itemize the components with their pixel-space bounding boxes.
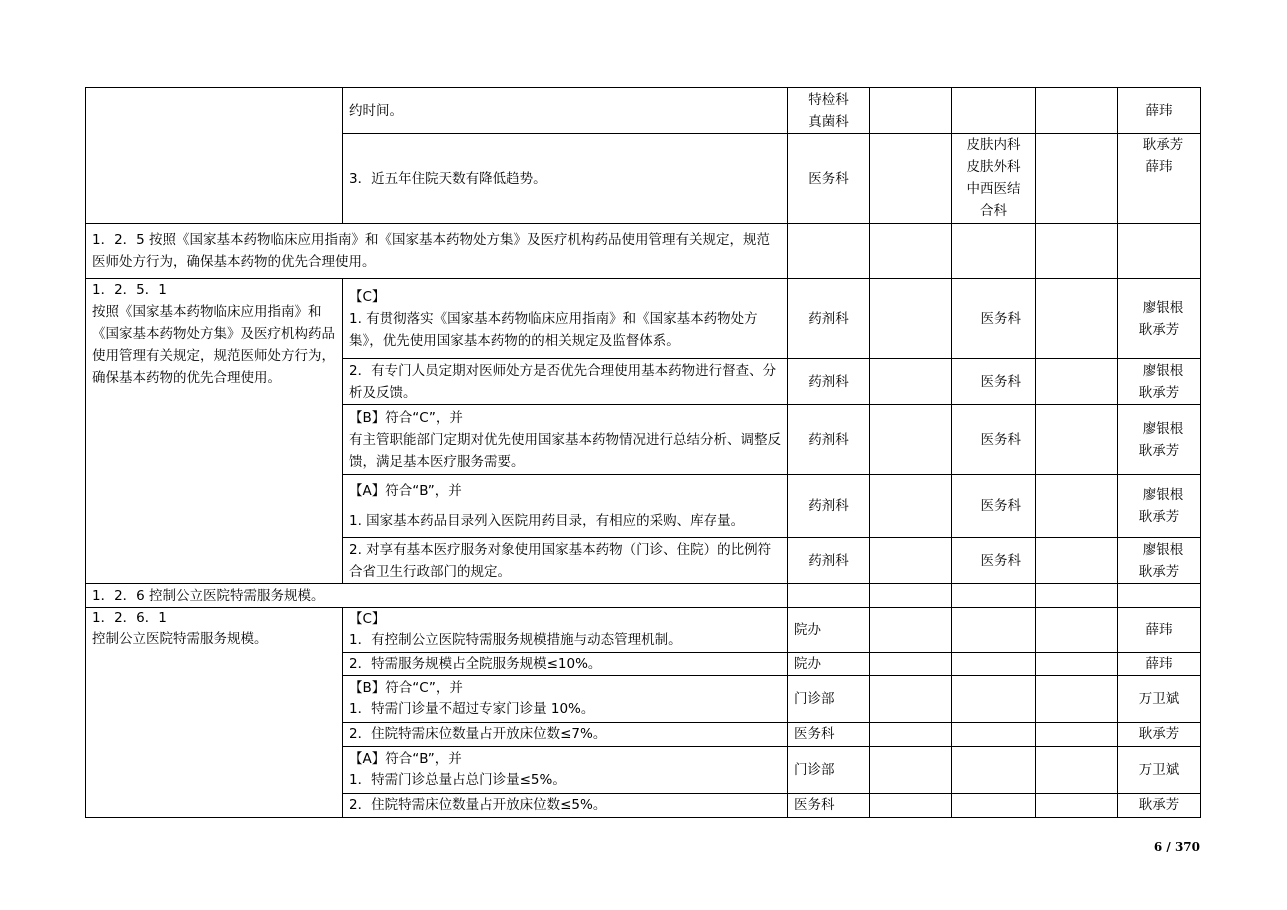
table-row bbox=[86, 279, 1201, 359]
item-cell bbox=[86, 279, 343, 584]
dept-cell: 医务科 bbox=[788, 723, 870, 747]
item-code: 1．2．6．1 bbox=[92, 610, 167, 626]
empty-cell bbox=[952, 794, 1036, 818]
empty-cell bbox=[1036, 584, 1118, 608]
person-cell: 廖银根 耿承芳 bbox=[1118, 405, 1201, 475]
content-cell: 【C】 1．有控制公立医院特需服务规模措施与动态管理机制。 bbox=[343, 608, 788, 653]
dept-cell: 院办 bbox=[788, 653, 870, 676]
dept-cell: 医务科 bbox=[788, 134, 870, 224]
dept-cell: 药剂科 bbox=[788, 359, 870, 405]
person-cell: 万卫斌 bbox=[1118, 747, 1201, 794]
dept-cell: 门诊部 bbox=[788, 676, 870, 723]
content-cell: 3．近五年住院天数有降低趋势。 bbox=[343, 134, 788, 224]
empty-cell bbox=[1036, 538, 1118, 584]
content-cell: 2. 对享有基本医疗服务对象使用国家基本药物（门诊、住院）的比例符合省卫生行政部门的规定。 bbox=[343, 538, 788, 584]
empty-cell bbox=[870, 747, 952, 794]
empty-cell bbox=[952, 224, 1036, 279]
empty-cell bbox=[1036, 224, 1118, 279]
empty-cell bbox=[1036, 359, 1118, 405]
empty-cell bbox=[1036, 747, 1118, 794]
dept-cell: 药剂科 bbox=[788, 405, 870, 475]
empty-cell bbox=[952, 608, 1036, 653]
empty-cell bbox=[1036, 608, 1118, 653]
person-cell: 廖银根 耿承芳 bbox=[1118, 279, 1201, 359]
empty-cell bbox=[870, 134, 952, 224]
dept-cell: 特检科 真菌科 bbox=[788, 88, 870, 134]
person-cell: 薛玮 bbox=[1118, 608, 1201, 653]
empty-cell bbox=[870, 653, 952, 676]
content-cell: 2．有专门人员定期对医师处方是否优先合理使用基本药物进行督查、分析及反馈。 bbox=[343, 359, 788, 405]
empty-cell bbox=[870, 359, 952, 405]
person-cell: 万卫斌 bbox=[1118, 676, 1201, 723]
empty-cell bbox=[1118, 584, 1201, 608]
empty-cell bbox=[870, 475, 952, 538]
empty-cell bbox=[1118, 224, 1201, 279]
content-cell: 【C】 1. 有贯彻落实《国家基本药物临床应用指南》和《国家基本药物处方集》，优先使用国家基本药物的的相关规定及监督体系。 bbox=[343, 279, 788, 359]
content-cell: 【A】符合“B”，并 1. 国家基本药品目录列入医院用药目录，有相应的采购、库存量。 bbox=[343, 475, 788, 538]
table-row bbox=[86, 88, 1201, 134]
dept-cell: 院办 bbox=[788, 608, 870, 653]
coop-cell: 皮肤内科 皮肤外科 中西医结 合科 bbox=[952, 134, 1036, 224]
content-cell: 2．特需服务规模占全院服务规模≤10%。 bbox=[343, 653, 788, 676]
dept-cell: 药剂科 bbox=[788, 279, 870, 359]
coop-cell: 医务科 bbox=[952, 405, 1036, 475]
dept-cell: 药剂科 bbox=[788, 475, 870, 538]
empty-cell bbox=[1036, 676, 1118, 723]
item-code: 1．2．5．1 bbox=[92, 282, 167, 298]
empty-cell bbox=[952, 584, 1036, 608]
content-cell: 约时间。 bbox=[343, 88, 788, 134]
person-cell: 耿承芳 bbox=[1118, 723, 1201, 747]
page-number: 6 / 370 bbox=[1153, 840, 1200, 854]
person-cell: 廖银根 耿承芳 bbox=[1118, 475, 1201, 538]
empty-cell bbox=[1036, 475, 1118, 538]
section-title: 1．2．6 控制公立医院特需服务规模。 bbox=[86, 584, 788, 608]
empty-cell bbox=[952, 676, 1036, 723]
empty-cell bbox=[870, 279, 952, 359]
person-cell: 廖银根 耿承芳 bbox=[1118, 538, 1201, 584]
empty-cell bbox=[952, 88, 1036, 134]
empty-cell bbox=[870, 794, 952, 818]
empty-cell bbox=[952, 653, 1036, 676]
empty-cell bbox=[952, 723, 1036, 747]
empty-cell bbox=[870, 224, 952, 279]
coop-cell: 医务科 bbox=[952, 279, 1036, 359]
empty-cell bbox=[870, 405, 952, 475]
empty-cell bbox=[788, 584, 870, 608]
section-title-row bbox=[86, 224, 1201, 279]
empty-cell bbox=[870, 538, 952, 584]
person-cell: 耿承芳 薛玮 bbox=[1118, 134, 1201, 224]
dept-cell: 门诊部 bbox=[788, 747, 870, 794]
coop-cell: 医务科 bbox=[952, 538, 1036, 584]
empty-cell bbox=[870, 608, 952, 653]
coop-cell: 医务科 bbox=[952, 475, 1036, 538]
content-cell: 【B】符合“C”，并 1．特需门诊量不超过专家门诊量 10%。 bbox=[343, 676, 788, 723]
empty-cell bbox=[1036, 405, 1118, 475]
empty-cell bbox=[1036, 279, 1118, 359]
dept-cell: 药剂科 bbox=[788, 538, 870, 584]
person-cell: 薛玮 bbox=[1118, 88, 1201, 134]
standards-table bbox=[85, 87, 1201, 818]
content-cell: 2．住院特需床位数量占开放床位数≤5%。 bbox=[343, 794, 788, 818]
empty-cell bbox=[788, 224, 870, 279]
person-cell: 耿承芳 bbox=[1118, 794, 1201, 818]
content-cell: 【B】符合“C”，并 有主管职能部门定期对优先使用国家基本药物情况进行总结分析、调整反馈，满足基本医疗服务需要。 bbox=[343, 405, 788, 475]
item-cell bbox=[86, 608, 343, 818]
section-title: 1．2．5 按照《国家基本药物临床应用指南》和《国家基本药物处方集》及医疗机构药品使用管理有关规定，规范医师处方行为，确保基本药物的优先合理使用。 bbox=[86, 224, 788, 279]
empty-cell bbox=[952, 747, 1036, 794]
empty-cell bbox=[870, 723, 952, 747]
empty-cell bbox=[870, 88, 952, 134]
blank-cell bbox=[86, 88, 343, 224]
content-cell: 【A】符合“B”，并 1．特需门诊总量占总门诊量≤5%。 bbox=[343, 747, 788, 794]
item-desc: 按照《国家基本药物临床应用指南》和《国家基本药物处方集》及医疗机构药品使用管理有关规定，规范医师处方行为，确保基本药物的优先合理使用。 bbox=[92, 304, 335, 386]
section-title-row bbox=[86, 584, 1201, 608]
coop-cell: 医务科 bbox=[952, 359, 1036, 405]
empty-cell bbox=[870, 584, 952, 608]
empty-cell bbox=[1036, 134, 1118, 224]
empty-cell bbox=[1036, 88, 1118, 134]
table-row bbox=[86, 608, 1201, 653]
empty-cell bbox=[1036, 653, 1118, 676]
empty-cell bbox=[1036, 723, 1118, 747]
dept-cell: 医务科 bbox=[788, 794, 870, 818]
item-desc: 控制公立医院特需服务规模。 bbox=[92, 631, 268, 647]
person-cell: 廖银根 耿承芳 bbox=[1118, 359, 1201, 405]
empty-cell bbox=[870, 676, 952, 723]
person-cell: 薛玮 bbox=[1118, 653, 1201, 676]
empty-cell bbox=[1036, 794, 1118, 818]
content-cell: 2．住院特需床位数量占开放床位数≤7%。 bbox=[343, 723, 788, 747]
